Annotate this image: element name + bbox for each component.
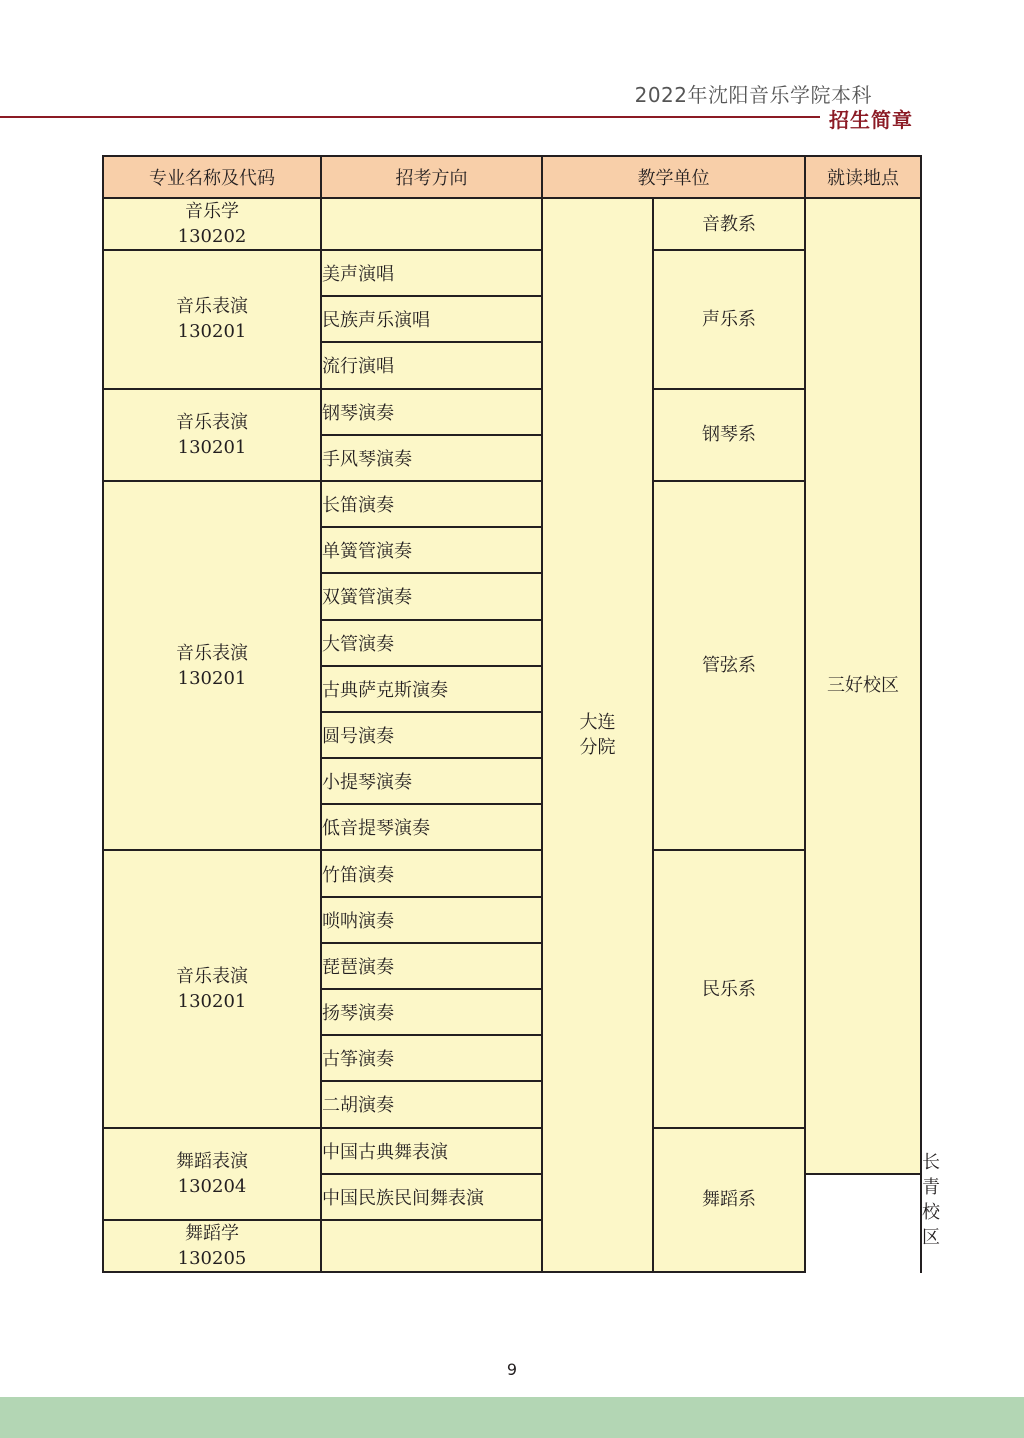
direction-cell: 圆号演奏 [321,712,542,758]
table-row [103,389,921,435]
table-row: 舞蹈表演 130204 中国古典舞表演 舞蹈系 长青校区 [103,1128,921,1174]
major-name: 舞蹈表演 [176,1150,248,1172]
direction-cell: 钢琴演奏 [321,389,542,435]
direction-cell: 单簧管演奏 [321,527,542,573]
department-cell: 音教系 [653,198,805,250]
major-code: 130205 [177,1247,247,1269]
major-code: 130204 [177,1175,247,1197]
header-location: 就读地点 [805,156,921,198]
direction-cell: 长笛演奏 [321,481,542,527]
department-cell: 钢琴系 [653,389,805,481]
direction-cell: 流行演唱 [321,342,542,388]
header-major: 专业名称及代码 [103,156,321,198]
major-cell [103,1128,321,1220]
direction-cell: 古典萨克斯演奏 [321,666,542,712]
direction-cell: 中国民族民间舞表演 [321,1174,542,1220]
direction-cell-empty [321,1220,542,1272]
major-cell [103,481,321,851]
location-cell: 三好校区 [805,198,921,1174]
header-divider [0,116,820,118]
department-cell: 声乐系 [653,250,805,389]
major-cell [103,198,321,250]
department-cell: 舞蹈系 [653,1128,805,1272]
direction-cell: 美声演唱 [321,250,542,296]
header-unit: 教学单位 [542,156,805,198]
footer-band [0,1397,1024,1438]
table-row [103,481,921,527]
major-code: 130201 [177,991,247,1012]
department-cell: 管弦系 [653,481,805,851]
header-title: 2022年沈阳音乐学院本科 [634,83,872,107]
major-code: 130201 [177,321,247,343]
direction-cell: 民族声乐演唱 [321,296,542,342]
direction-cell: 大管演奏 [321,620,542,666]
unit-line1: 大连 [579,711,616,733]
major-code: 130201 [177,667,247,689]
direction-cell: 竹笛演奏 [321,850,542,896]
department-cell: 民乐系 [653,850,805,1127]
major-code: 130202 [177,226,247,247]
direction-cell: 古筝演奏 [321,1035,542,1081]
major-cell [103,389,321,481]
direction-cell: 低音提琴演奏 [321,804,542,850]
major-cell [103,1220,321,1272]
direction-cell: 扬琴演奏 [321,989,542,1035]
direction-cell: 中国古典舞表演 [321,1128,542,1174]
table-row [103,850,921,896]
admissions-table [102,155,940,1273]
major-name: 音乐表演 [176,966,248,987]
major-cell [103,850,321,1127]
major-name: 音乐表演 [176,411,248,433]
direction-cell: 手风琴演奏 [321,435,542,481]
major-name: 音乐学 [185,201,239,222]
unit-cell [542,198,653,1272]
major-code: 130201 [177,436,247,458]
table-row [103,198,921,250]
major-name: 音乐表演 [176,296,248,318]
direction-cell: 双簧管演奏 [321,573,542,619]
direction-cell: 琵琶演奏 [321,943,542,989]
direction-cell: 小提琴演奏 [321,758,542,804]
direction-cell-empty [321,198,542,250]
table-header-row [103,156,921,198]
major-name: 音乐表演 [176,642,248,664]
header-direction: 招考方向 [321,156,542,198]
header-subtitle: 招生简章 [829,108,913,132]
direction-cell: 二胡演奏 [321,1081,542,1127]
table-row [103,250,921,296]
direction-cell: 唢呐演奏 [321,897,542,943]
page-number: 9 [506,1360,518,1379]
major-name: 舞蹈学 [185,1222,239,1244]
unit-line2: 分院 [579,736,616,758]
major-cell [103,250,321,389]
